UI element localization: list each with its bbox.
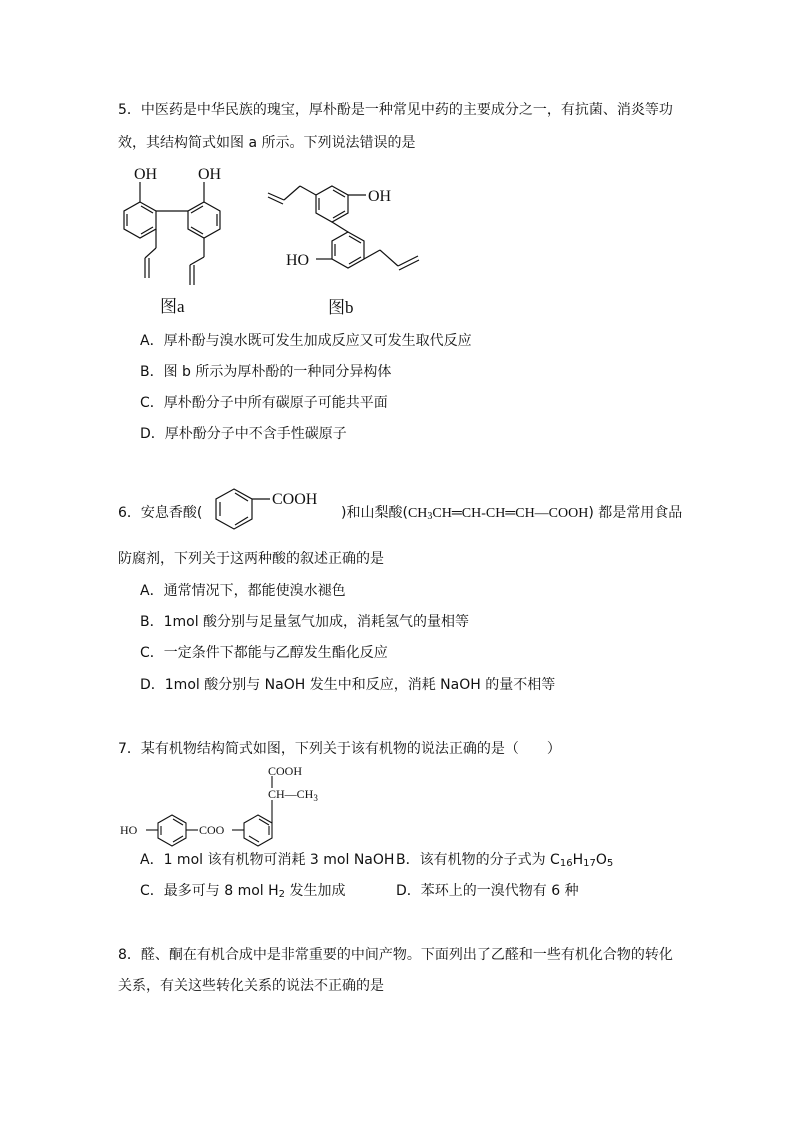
sorbic-formula-a: CH: [407, 506, 428, 521]
q6-stem-line2: 防腐剂，下列关于这两种酸的叙述正确的是: [118, 551, 384, 567]
fig-b-caption: 图b: [328, 298, 354, 317]
q8-stem-line1: 8．醛、酮在有机合成中是非常重要的中间产物。下面列出了乙醛和一些有机化合物的转化: [118, 947, 673, 963]
q7-b-sub1: 16: [559, 858, 573, 869]
fig-b-ho: HO: [286, 252, 310, 269]
q5-stem-line1: 5．中医药是中华民族的瑰宝，厚朴酚是一种常见中药的主要成分之一，有抗菌、消炎等功: [118, 102, 673, 118]
q6-option-a: A．通常情况下，都能使溴水褪色: [140, 583, 346, 599]
q7-structure: [118, 760, 348, 844]
q6-stem-rest: [341, 503, 682, 527]
q6-stem-suffix: ) 都是常用食品: [588, 505, 683, 521]
sorbic-formula-b: CH═CH-CH═CH—COOH: [432, 506, 589, 521]
q5-option-a: A．厚朴酚与溴水既可发生加成反应又可发生取代反应: [140, 333, 472, 349]
q7-option-a: A．1 mol 该有机物可消耗 3 mol NaOH: [140, 852, 395, 868]
fig-a-oh-right: OH: [198, 166, 222, 183]
sorbic-subscript: 3: [427, 511, 433, 522]
q5-figure-a: [110, 160, 230, 320]
q5-option-b: B．图 b 所示为厚朴酚的一种同分异构体: [140, 364, 392, 380]
q7-stem: 7．某有机物结构简式如图，下列关于该有机物的说法正确的是（ ）: [118, 741, 561, 757]
q7-option-b-prefix: B．该有机物的分子式为 C: [396, 852, 560, 868]
q7-ch-text: CH—CH: [268, 787, 314, 801]
q7-option-c-suffix: 发生加成: [285, 883, 346, 899]
q8-stem-line2: 关系，有关这些转化关系的说法不正确的是: [118, 978, 384, 994]
q6-stem-prefix: 6．安息香酸(: [118, 505, 203, 521]
fig-a-caption: 图a: [160, 297, 185, 316]
q5-option-c: C．厚朴酚分子中所有碳原子可能共平面: [140, 395, 388, 411]
q7-option-b: [396, 850, 613, 874]
q7-c-sub: 2: [278, 889, 286, 900]
q7-option-c-prefix: C．最多可与 8 mol H: [140, 883, 279, 899]
q5-stem-line2: 效，其结构简式如图 a 所示。下列说法错误的是: [118, 135, 416, 151]
benzoic-acid-structure: [208, 484, 338, 540]
q7-b-sub2: 17: [583, 858, 596, 869]
q7-option-c: [140, 881, 345, 905]
q7-ch-label: [268, 787, 318, 803]
fig-b-oh: OH: [368, 188, 392, 205]
q6-stem-mid: )和山梨酸(: [341, 505, 408, 521]
q7-cooh-label: COOH: [268, 764, 303, 778]
q7-ho-label: HO: [120, 823, 138, 837]
benzoic-cooh-label: COOH: [272, 491, 318, 508]
q7-b-mid2: O: [595, 852, 607, 868]
q6-option-d: D．1mol 酸分别与 NaOH 发生中和反应，消耗 NaOH 的量不相等: [140, 677, 556, 693]
q5-figure-b: [260, 170, 450, 320]
q7-ch-subscript: 3: [313, 793, 318, 803]
q7-coo-label: COO: [199, 823, 225, 837]
q7-option-d: D．苯环上的一溴代物有 6 种: [396, 883, 579, 899]
q7-b-mid1: H: [572, 852, 584, 868]
q6-option-c: C．一定条件下都能与乙醇发生酯化反应: [140, 645, 388, 661]
q5-option-d: D．厚朴酚分子中不含手性碳原子: [140, 426, 347, 442]
q7-b-sub3: 5: [606, 858, 614, 869]
fig-a-oh-left: OH: [134, 166, 158, 183]
q6-option-b: B．1mol 酸分别与足量氢气加成，消耗氢气的量相等: [140, 614, 470, 630]
